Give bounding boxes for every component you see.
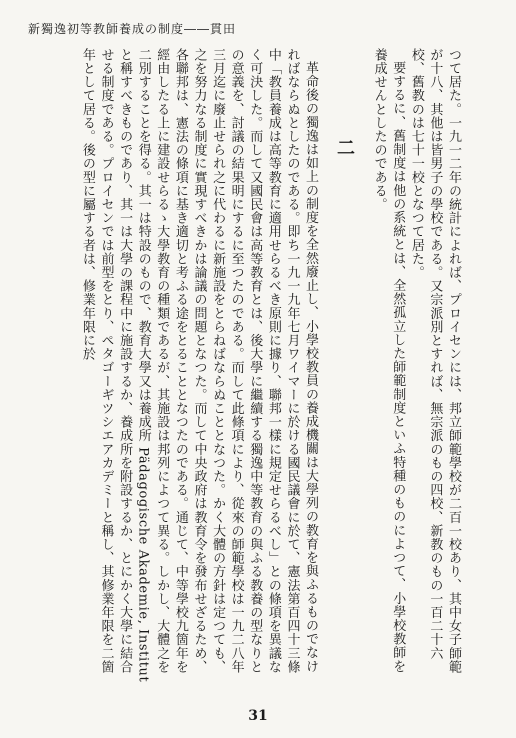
section-number: 二 [334, 138, 356, 157]
running-header: 新獨逸初等教師養成の制度――貫田 [28, 22, 237, 36]
paragraph-summary: 要するに、舊制度は他の系統とは、全然孤立した師範制度といふ特種のものによつて、小學校教師を養成せんとしたのである。 [371, 48, 406, 673]
vertical-text-body [32, 48, 462, 683]
paragraph-reform: 革命後の獨逸は如上の制度を全然廢止し、小學校教員の養成機關は大學列の教育を與ふるものでなければならぬとしたのである。即ち一九一九年七月ワイマーに於ける國民議會に於て、憲法第百四十三條中「教員養成は高等教育に適用せらるべき原則に據り、聯邦一樣に規定せらるべし」との條項を異議なく可決した。而して又國民會は高等教育とは、後大學に繼續する獨逸中等教育の與ふる教養の型なりとの意義を、討議の結果明にするに至つたのである。而して此條項により、從來の師範學校は一九二八年三月迄に廢止せられ之に代わるに新施設をとらねばならぬこととなつた。かく大體の方針は定つても、之を努力なる制度に實現すべきかは論議の問題となつた。而して中央政府は教育令を發布せざるため、各聯邦は、憲法の條項に基き適切と考ふる途をとることとなつたのである。通じて、中等學校九箇年を經由したる上に建設せらるゝ大學教育の種類であるが、其施設は邦列によつて異る。しかし、大體之を二別することを得る。其一は特設のもので、教育大學又は養成所 Pädagogische Akademie, Institut と稱すべきものであり、其一は大學の課程中に施設するか、養成所を附設するか、とにかく大學に結合せる制度である。プロイセンでは前型をとり、ペタゴーギツシエアカデミーと稱し、其修業年限を二箇年として居る。後の型に屬する者は、修業年限に於 [79, 48, 319, 683]
paragraph-statistics: つて居た。一九一二年の統計によれば、プロイセンには、邦立師範學校が二百一校あり、其中女子師範が十八、其他は皆男子の學校である。又宗派別とすれば、無宗派のもの四校、新教のもの一百二十六校、舊教のは七十一校となつて居た。 [408, 48, 461, 674]
page-number: 31 [248, 708, 268, 724]
